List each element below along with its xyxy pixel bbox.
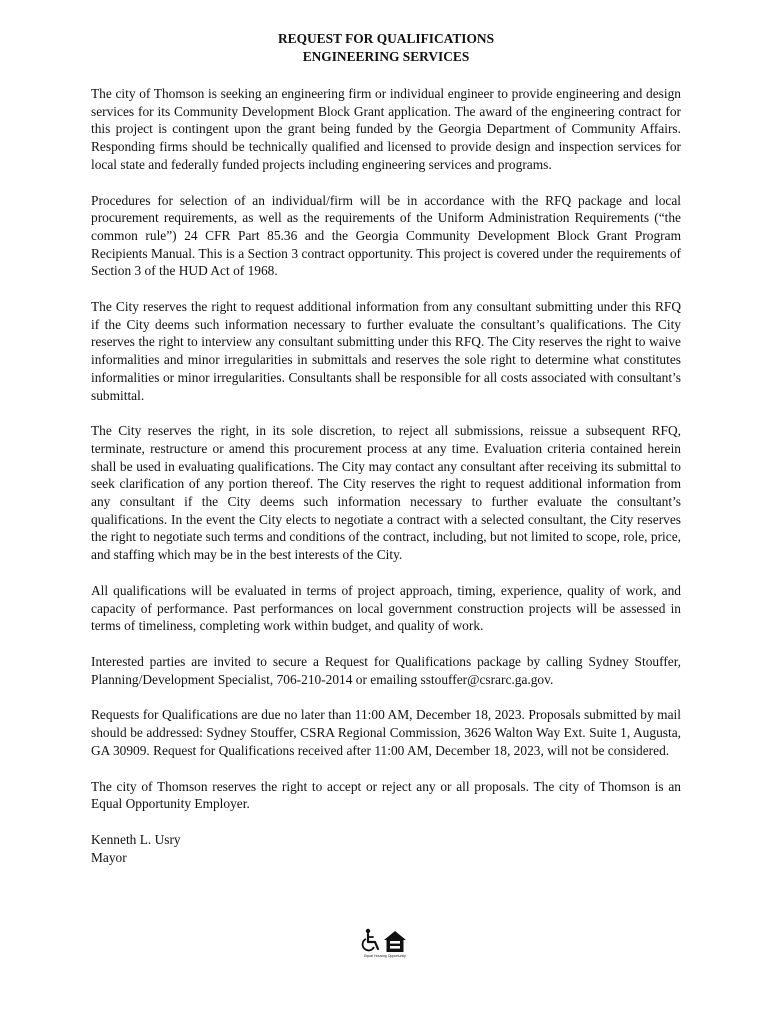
title-line-2: ENGINEERING SERVICES bbox=[302, 48, 470, 64]
signature-name: Kenneth L. Usry bbox=[91, 831, 181, 847]
paragraph-intro: The city of Thomson is seeking an engineering firm or individual engineer to provide engineering and design services for its Community Development Block Grant application. The award of the engineering contract for this project is contingent upon the grant being funded by the Georgia Department of Community Affairs. Responding firms should be technically qualified and licensed to provide design and inspection services for local state and federally funded projects including engineering services and programs. bbox=[91, 86, 681, 172]
logo-caption: Equal Housing Opportunity bbox=[364, 954, 406, 958]
signature-block bbox=[91, 831, 681, 866]
paragraph-deadline: Requests for Qualifications are due no later than 11:00 AM, December 18, 2023. Proposals submitted by mail should be addressed: Sydney Stouffer, CSRA Regional Commission, 3626 Walton Way Ext. Suite 1, Augusta, GA 30909. Request for Qualifications received after 11:00 AM, December 18, 2023, will not be considered. bbox=[91, 707, 681, 758]
equal-housing-opportunity-icon bbox=[384, 931, 406, 952]
document-page bbox=[91, 30, 681, 866]
paragraph-city-rights: The City reserves the right, in its sole discretion, to reject all submissions, reissue a subsequent RFQ, terminate, restructure or amend this procurement process at any time. Evaluation criteria contained herein shall be used in evaluating qualifications. The City may contact any consultant after receiving its submittal to seek clarification of any portion thereof. The City reserves the right to request additional information from any consultant if the City deems such information necessary to further evaluate the consultant’s qualifications. In the event the City elects to negotiate a contract with a selected consultant, the City reserves the right to negotiate such terms and conditions of the contract, including, but not limited to scope, role, price, and staffing which may be in the best interests of the City. bbox=[91, 423, 681, 563]
signature-title: Mayor bbox=[91, 849, 127, 865]
paragraph-equal-opportunity: The city of Thomson reserves the right to accept or reject any or all proposals. The city of Thomson is an Equal Opportunity Employer. bbox=[91, 778, 681, 812]
paragraph-evaluation: All qualifications will be evaluated in terms of project approach, timing, experience, quality of work, and capacity of performance. Past performances on local government construction projects will be assessed in terms of timeliness, completing work within budget, and quality of work. bbox=[91, 582, 681, 634]
paragraph-additional-info: The City reserves the right to request additional information from any consultant submitting under this RFQ if the City deems such information necessary to further evaluate the consultant’s qualifications. The City reserves the right to interview any consultant submitting under this RFQ. The City reserves the right to waive informalities and minor irregularities in submittals and reserves the sole right to determine what constitutes informalities or minor irregularities. Consultants shall be responsible for all costs associated with consultant’s submittal. bbox=[91, 299, 681, 403]
logo-group-svg bbox=[360, 928, 408, 954]
document-title bbox=[91, 30, 681, 65]
paragraph-procedures: Procedures for selection of an individual/firm will be in accordance with the RFQ package and local procurement requirements, as well as the requirements of the Uniform Administration Requirements (“the common rule”) 24 CFR Part 85.36 and the Georgia Community Development Block Grant Program Recipients Manual. This is a Section 3 contract opportunity. This project is covered under the requirements of Section 3 of the HUD Act of 1968. bbox=[91, 192, 681, 279]
title-line-1: REQUEST FOR QUALIFICATIONS bbox=[277, 31, 495, 46]
accessibility-icon bbox=[363, 929, 378, 951]
paragraph-contact: Interested parties are invited to secure a Request for Qualifications package by calling Sydney Stouffer, Planning/Development Specialist, 706-210-2014 or emailing sstouffer@csrarc.ga.gov. bbox=[91, 653, 681, 687]
